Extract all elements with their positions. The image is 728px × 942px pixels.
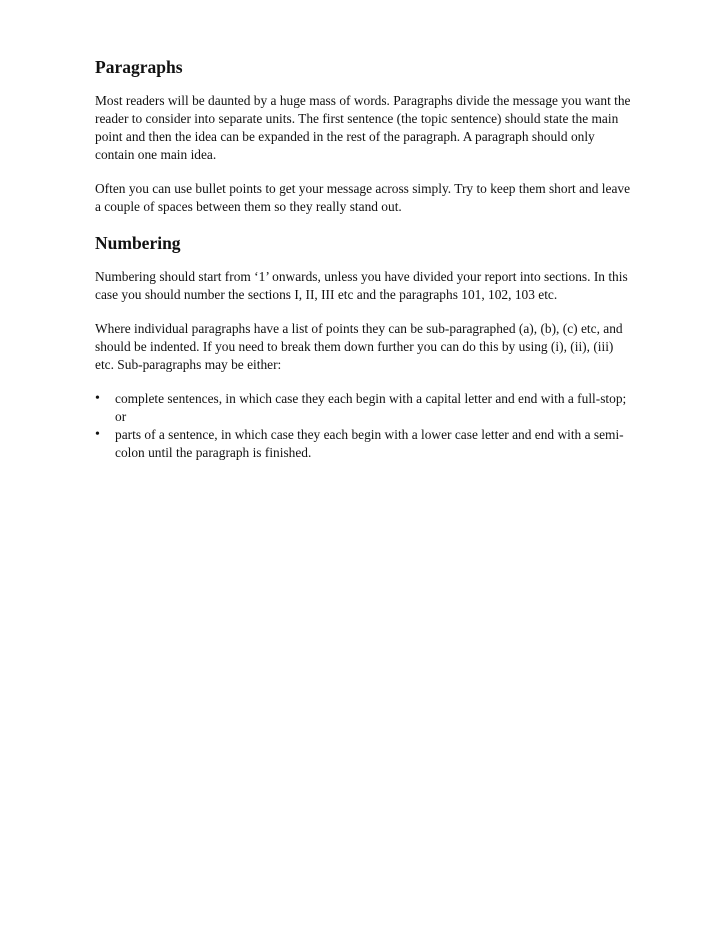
body-paragraph: Most readers will be daunted by a huge mass of words. Paragraphs divide the message you want the reader to consider into separate units. The first sentence (the topic sentence) should state the main point and then the idea can be expanded in the rest of the paragraph. A paragraph should only contain one main idea. <box>95 93 631 162</box>
section-paragraphs <box>95 56 635 216</box>
bullet-icon: • <box>95 427 100 442</box>
body-paragraph: Numbering should start from ‘1’ onwards, unless you have divided your report into sections. In this case you should number the sections I, II, III etc and the paragraphs 101, 102, 103 etc. <box>95 269 628 302</box>
body-paragraph: Often you can use bullet points to get your message across simply. Try to keep them short and leave a couple of spaces between them so they really stand out. <box>95 181 631 214</box>
body-paragraph: Where individual paragraphs have a list of points they can be sub-paragraphed (a), (b), (c) etc, and should be indented. If you need to break them down further you can do this by using (i), (ii), (iii) etc. Sub-paragraphs may be either: <box>95 321 623 372</box>
bullet-icon: • <box>95 391 100 406</box>
list-item-text: complete sentences, in which case they each begin with a capital letter and end with a full-stop; or <box>115 391 627 424</box>
list-item <box>95 426 635 462</box>
document-page <box>95 56 635 462</box>
section-heading-numbering: Numbering <box>95 233 181 253</box>
section-heading-paragraphs: Paragraphs <box>95 57 183 77</box>
section-numbering <box>95 232 635 462</box>
bullet-list <box>95 390 635 462</box>
list-item-text: parts of a sentence, in which case they each begin with a lower case letter and end with a semi-colon until the paragraph is finished. <box>115 427 624 460</box>
list-item <box>95 390 635 426</box>
